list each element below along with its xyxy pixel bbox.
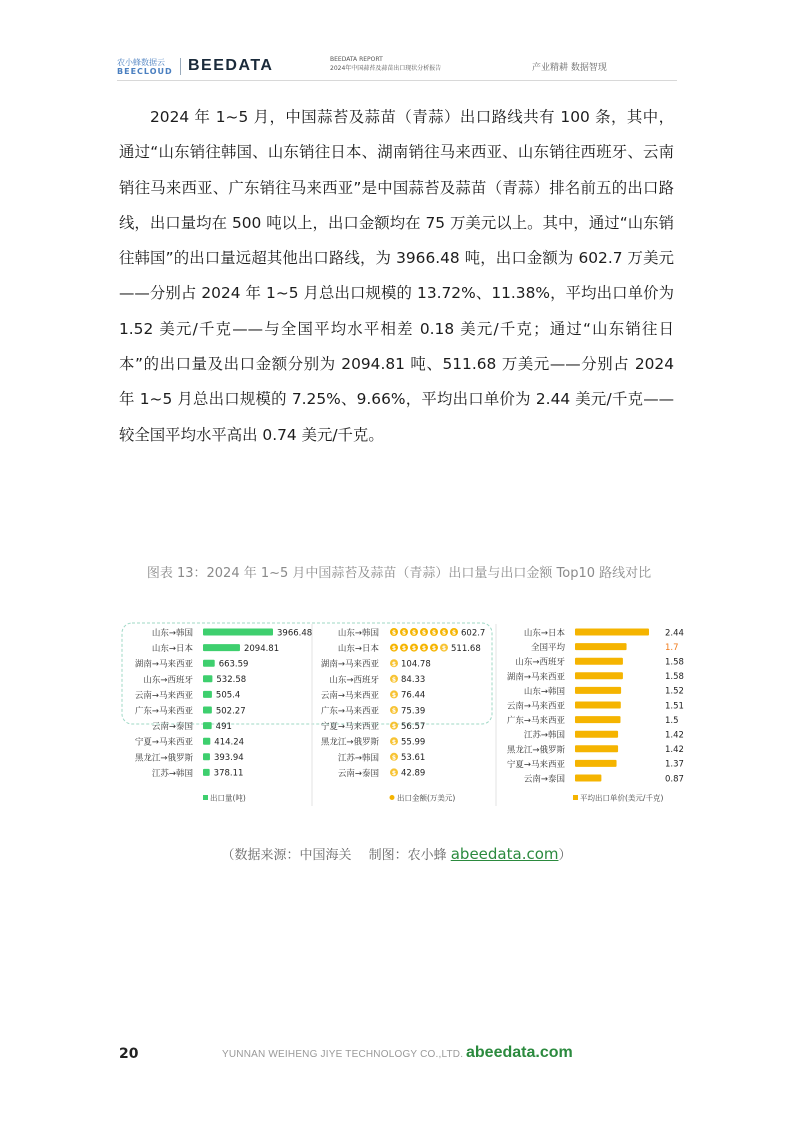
value-label: 502.27 [215,706,246,717]
body-paragraph: 2024 年 1~5 月，中国蒜苔及蒜苗（青蒜）出口路线共有 100 条，其中，通过“山东销往韩国、山东销往日本、湖南销往马来西亚、山东销往西班牙、云南销往马来西亚、广东销往马来西亚”是中国蒜苔及蒜苗（青蒜）排名前五的出口路线，出口量均在 500 吨以上，出口金额均在 75 万美元以上。其中，通过“山东销往韩国”的出口量远超其他出口路线，为 3966.48 吨，出口金额为 602.7 万美元——分别占 2024 年 1~5 月总出口规模的 13.72%、11.38%，平均出口单价为 1.52 美元/千克——与全国平均水平相差 0.18 美元/千克；通过“山东销往日本”的出口量及出口金额分别为 2094.81 吨、511.68 万美元——分别占 2024 年 1~5 月总出口规模的 7.25%、9.66%，平均出口单价为 2.44 美元/千克——较全国平均水平高出 0.74 美元/千克。 [119,108,674,444]
coin-symbol: $ [391,645,397,653]
value-label: 2094.81 [243,643,280,654]
category-label: 云南→马来西亚 [506,701,565,712]
source-text: （数据来源：中国海关 制图：农小蜂 [221,848,451,863]
category-label: 山东→日本 [523,628,565,639]
legend-swatch [573,795,578,800]
report-title [330,55,441,73]
beecloud-logo [117,58,173,76]
coin-symbol: $ [391,754,397,762]
category-label: 山东→西班牙 [143,675,193,686]
bar [575,731,618,738]
category-label: 云南→泰国 [523,774,565,785]
value-label: 76.44 [401,690,426,701]
value-label: 532.58 [216,675,247,686]
bar [203,675,212,682]
category-label: 山东→韩国 [337,628,379,639]
bar [575,629,649,636]
category-label: 山东→日本 [151,644,193,655]
category-label: 宁夏→马来西亚 [134,737,193,748]
export-route-chart [119,620,684,810]
category-label: 湖南→马来西亚 [320,659,379,670]
header-slogan: 产业精耕 数据智现 [532,63,607,73]
value-label: 84.33 [401,675,426,686]
coin-symbol: $ [391,707,397,715]
category-label: 黑龙江→俄罗斯 [134,753,193,764]
legend-label: 平均出口单价(美元/千克) [580,793,664,803]
value-label: 378.11 [213,768,244,779]
category-label: 湖南→马来西亚 [134,659,193,670]
data-source [0,844,793,863]
coin-symbol: $ [391,660,397,668]
source-link[interactable]: abeedata.com [450,845,559,863]
category-label: 广东→马来西亚 [506,716,565,727]
value-label: 3966.48 [277,628,313,639]
value-label: 1.7 [665,642,679,653]
bar [203,753,210,760]
value-label: 104.78 [401,659,431,670]
category-label: 云南→马来西亚 [320,690,379,701]
value-label: 2.44 [665,628,684,639]
coin-symbol: $ [391,770,397,777]
category-label: 广东→马来西亚 [134,706,193,717]
category-label: 山东→日本 [337,644,379,655]
bar [203,691,212,698]
coin-symbol: $ [431,645,437,653]
bar [575,702,621,709]
value-label: 1.58 [665,657,684,668]
bar [575,760,617,767]
bar [203,769,210,776]
bar [575,658,623,665]
value-label: 56.57 [401,721,426,732]
bar [575,716,620,723]
category-label: 江苏→韩国 [337,753,379,764]
value-label: 0.87 [665,774,684,785]
coin-symbol: $ [391,629,397,637]
logo-cn-text: 农小蜂数据云 [117,58,165,67]
value-label: 55.99 [401,737,426,748]
coin-symbol: $ [391,676,397,684]
value-label: 1.42 [665,730,684,741]
value-label: 602.7 [461,628,486,639]
category-label: 山东→韩国 [151,628,193,639]
source-end: ） [558,848,572,863]
value-label: 1.52 [665,686,684,697]
bar [575,745,618,752]
coin-symbol: $ [391,692,397,699]
page-header [0,0,793,82]
report-title-cn: 2024年中国蒜苔及蒜苗出口现状分析报告 [330,65,442,72]
coin-symbol: $ [421,629,427,637]
value-label: 42.89 [401,768,426,779]
category-label: 黑龙江→俄罗斯 [506,745,565,756]
category-label: 江苏→韩国 [523,730,565,741]
coin-symbol: $ [421,645,427,653]
value-label: 491 [215,721,232,732]
category-label: 山东→西班牙 [329,675,379,686]
bar [575,672,623,679]
body-text [119,100,674,453]
coin-symbol: $ [391,723,397,731]
header-divider [117,80,677,81]
coin-symbol: $ [441,629,447,637]
coin-symbol: $ [391,738,397,746]
coin-symbol: $ [431,629,437,637]
coin-symbol: $ [441,645,447,653]
value-label: 511.68 [451,643,481,654]
category-label: 广东→马来西亚 [320,706,379,717]
category-label: 全国平均 [530,643,565,654]
bar [203,629,273,636]
value-label: 1.42 [665,745,684,756]
report-title-en: BEEDATA REPORT [330,56,383,63]
page-number: 20 [119,1046,139,1062]
category-label: 江苏→韩国 [151,768,193,779]
category-label: 宁夏→马来西亚 [506,759,565,770]
category-label: 山东→韩国 [523,686,565,697]
coin-symbol: $ [411,645,417,653]
value-label: 393.94 [213,753,244,764]
bar [575,643,627,650]
category-label: 湖南→马来西亚 [506,672,565,683]
beedata-logo: BEEDATA [188,57,274,74]
value-label: 414.24 [214,737,245,748]
category-label: 黑龙江→俄罗斯 [320,737,379,748]
footer-company: YUNNAN WEIHENG JIYE TECHNOLOGY CO.,LTD. [222,1049,464,1060]
logo-divider [180,58,181,75]
logo-en-text: BEECLOUD [117,67,173,76]
legend-swatch [203,795,208,800]
value-label: 1.51 [665,701,684,712]
bar [203,707,212,714]
footer-site-link[interactable]: abeedata.com [466,1044,573,1061]
value-label: 53.61 [401,753,426,764]
value-label: 1.5 [665,715,679,726]
bar [575,687,621,694]
category-label: 云南→泰国 [151,722,193,733]
bar [203,738,210,745]
coin-symbol: $ [411,629,417,637]
category-label: 山东→西班牙 [515,657,565,668]
legend-label: 出口金额(万美元) [397,793,456,803]
coin-symbol: $ [451,629,457,637]
value-label: 505.4 [215,690,241,701]
bar [203,722,212,729]
category-label: 云南→泰国 [337,768,379,779]
category-label: 宁夏→马来西亚 [320,722,379,733]
bar [203,644,240,651]
figure-title: 图表 13：2024 年 1~5 月中国蒜苔及蒜苗（青蒜）出口量与出口金额 Top10 路线对比 [146,566,652,581]
bar [575,775,601,782]
coin-symbol: $ [401,645,407,653]
value-label: 663.59 [218,659,249,670]
value-label: 1.37 [665,759,684,770]
chart-svg [119,620,684,810]
category-label: 云南→马来西亚 [134,690,193,701]
coin-symbol: $ [401,629,407,637]
legend-swatch [390,795,395,800]
value-label: 75.39 [401,706,426,717]
value-label: 1.58 [665,672,684,683]
bar [203,660,215,667]
legend-label: 出口量(吨) [210,793,246,803]
